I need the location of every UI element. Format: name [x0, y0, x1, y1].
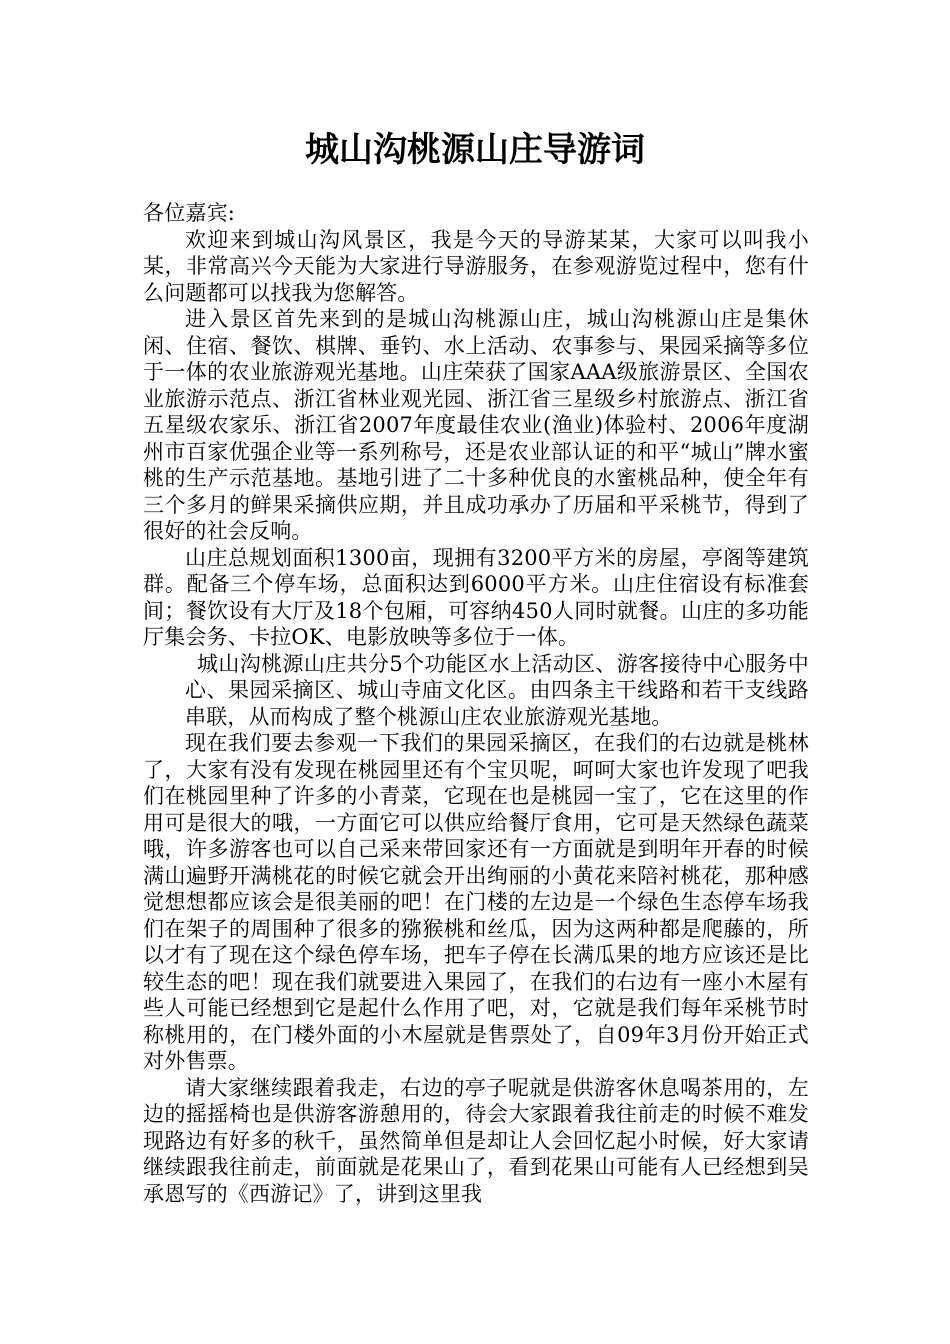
- document-title: 城山沟桃源山庄导游词: [305, 130, 645, 170]
- paragraph-orchard-tour: 现在我们要去参观一下我们的果园采摘区，在我们的右边就是桃林了，大家有没有发现在桃园里还有个宝贝呢，呵呵大家也许发现了吧我们在桃园里种了许多的小青菜，它现在也是桃园一宝了，它在这里的作用可是很大的哦，一方面它可以供应给餐厅食用，它可是天然绿色蔬菜哦，许多游客也可以自己采来带回家还有一方面就是到明年开春的时候满山遍野开满桃花的时候它就会开出绚丽的小黄花来陪衬桃花，那种感觉想想都应该会是很美丽的吧！在门楼的左边是一个绿色生态停车场我们在架子的周围种了很多的猕猴桃和丝瓜，因为这两种都是爬藤的，所以才有了现在这个绿色停车场，把车子停在长满瓜果的地方应该还是比较生态的吧！现在我们就要进入果园了，在我们的右边有一座小木屋有些人可能已经想到它是起什么作用了吧，对，它就是我们每年采桃节时称桃用的，在门楼外面的小木屋就是售票处了，自09年3月份开始正式对外售票。: [143, 731, 809, 1073]
- document-body: [143, 200, 809, 1207]
- paragraph-functional-areas: 城山沟桃源山庄共分5个功能区水上活动区、游客接待中心服务中心、果园采摘区、城山寺庙文化区。由四条主干线路和若干支线路串联，从而构成了整个桃源山庄农业旅游观光基地。: [185, 651, 809, 729]
- salutation: 各位嘉宾:: [143, 201, 236, 225]
- paragraph-resort-facilities: 山庄总规划面积1300亩，现拥有3200平方米的房屋，亭阁等建筑群。配备三个停车场，总面积达到6000平方米。山庄住宿设有标准套间；餐饮设有大厅及18个包厢，可容纳450人同时就餐。山庄的多功能厅集会务、卡拉OK、电影放映等多位于一体。: [143, 545, 809, 649]
- paragraph-resort-intro: 进入景区首先来到的是城山沟桃源山庄，城山沟桃源山庄是集休闲、住宿、餐饮、棋牌、垂钓、水上活动、农事参与、果园采摘等多位于一体的农业旅游观光基地。山庄荣获了国家AAA级旅游景区、全国农业旅游示范点、浙江省林业观光园、浙江省三星级乡村旅游点、浙江省五星级农家乐、浙江省2007年度最佳农业(渔业)体验村、2006年度湖州市百家优强企业等一系列称号，还是农业部认证的和平“城山”牌水蜜桃的生产示范基地。基地引进了二十多种优良的水蜜桃品种，使全年有三个多月的鲜果采摘供应期，并且成功承办了历届和平采桃节，得到了很好的社会反响。: [143, 307, 809, 543]
- paragraph-welcome: 欢迎来到城山沟风景区，我是今天的导游某某，大家可以叫我小某，非常高兴今天能为大家进行导游服务，在参观游览过程中，您有什么问题都可以找我为您解答。: [143, 227, 809, 305]
- paragraph-continue-tour: 请大家继续跟着我走，右边的亭子呢就是供游客休息喝茶用的，左边的摇摇椅也是供游客游憩用的，待会大家跟着我往前走的时候不难发现路边有好多的秋千，虽然简单但是却让人会回忆起小时候，好大家请继续跟我往前走，前面就是花果山了，看到花果山可能有人已经想到吴承恩写的《西游记》了，讲到这里我: [143, 1075, 809, 1206]
